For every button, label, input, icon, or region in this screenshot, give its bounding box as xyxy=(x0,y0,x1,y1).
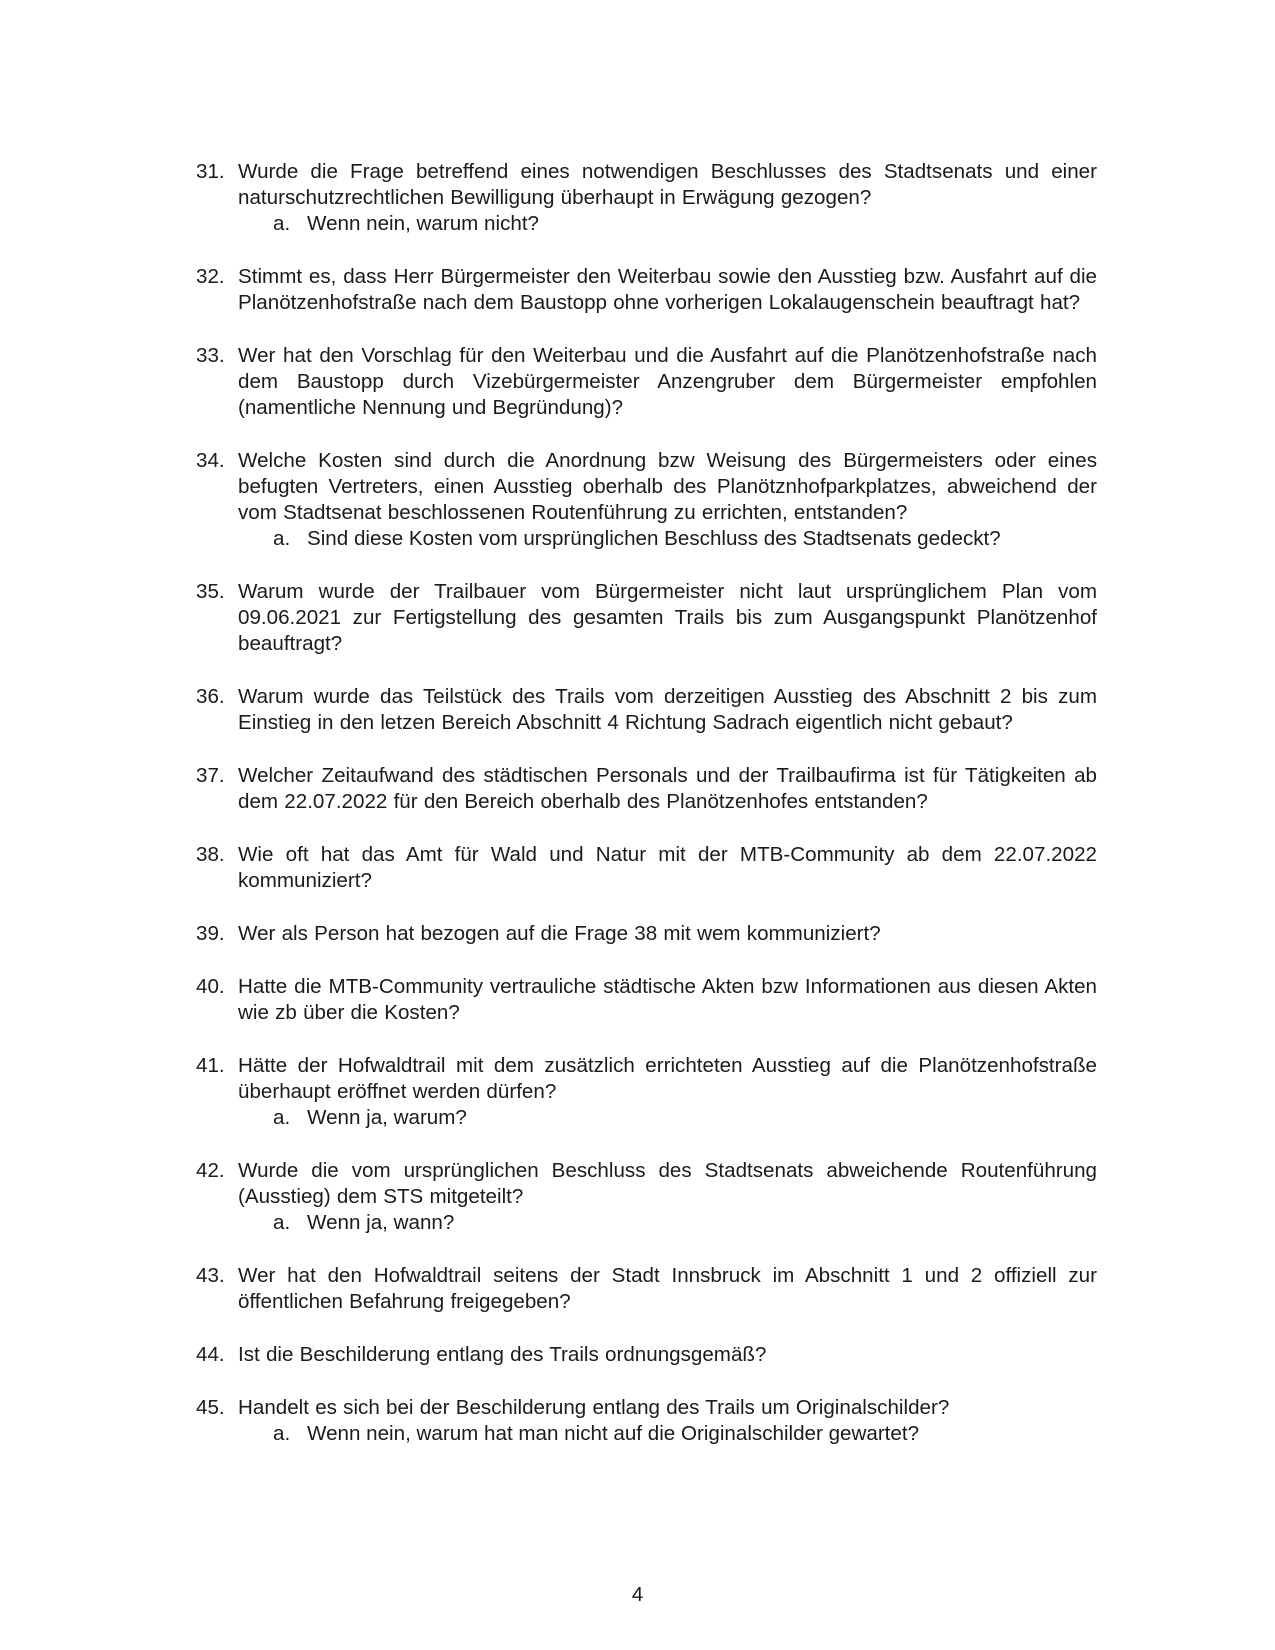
question-text: Wie oft hat das Amt für Wald und Natur mit der MTB-Community ab dem 22.07.2022 kommuniziert? xyxy=(238,843,1097,892)
question-item xyxy=(196,343,1097,421)
question-item xyxy=(196,448,1097,552)
question-number: 44. xyxy=(196,1343,225,1366)
question-text: Welche Kosten sind durch die Anordnung bzw Weisung des Bürgermeisters oder eines befugten Vertreters, einen Ausstieg oberhalb des Planötznhofparkplatzes, abweichend der vom Stadtsenat beschlossenen Routenführung zu errichten, entstanden? xyxy=(238,449,1097,524)
sub-question xyxy=(273,1421,1097,1447)
question-text: Handelt es sich bei der Beschilderung entlang des Trails um Originalschilder? xyxy=(238,1396,950,1419)
question-text: Stimmt es, dass Herr Bürgermeister den Weiterbau sowie den Ausstieg bzw. Ausfahrt auf die Planötzenhofstraße nach dem Baustopp ohne vorherigen Lokalaugenschein beauftragt hat? xyxy=(238,265,1097,314)
question-item xyxy=(196,1053,1097,1131)
sub-question-letter: a. xyxy=(273,1211,291,1234)
question-text: Wer als Person hat bezogen auf die Frage 38 mit wem kommuniziert? xyxy=(238,922,881,945)
sub-question xyxy=(273,1105,1097,1131)
question-text: Warum wurde das Teilstück des Trails vom derzeitigen Ausstieg des Abschnitt 2 bis zum Einstieg in den letzen Bereich Abschnitt 4 Richtung Sadrach eigentlich nicht gebaut? xyxy=(238,685,1097,734)
question-number: 32. xyxy=(196,265,225,288)
question-number: 38. xyxy=(196,843,225,866)
question-number: 43. xyxy=(196,1264,225,1287)
question-text: Wurde die vom ursprünglichen Beschluss des Stadtsenats abweichende Routenführung (Ausstieg) dem STS mitgeteilt? xyxy=(238,1159,1097,1208)
question-text: Welcher Zeitaufwand des städtischen Personals und der Trailbaufirma ist für Tätigkeiten ab dem 22.07.2022 für den Bereich oberhalb des Planötzenhofes entstanden? xyxy=(238,764,1097,813)
question-number: 34. xyxy=(196,449,225,472)
page-number: 4 xyxy=(631,1583,644,1606)
sub-question xyxy=(273,1210,1097,1236)
question-item xyxy=(196,974,1097,1026)
question-number: 41. xyxy=(196,1054,225,1077)
question-number: 42. xyxy=(196,1159,225,1182)
sub-question-letter: a. xyxy=(273,212,291,235)
question-number: 31. xyxy=(196,160,225,183)
question-item xyxy=(196,1158,1097,1236)
question-number: 39. xyxy=(196,922,225,945)
question-item xyxy=(196,1342,1097,1368)
question-number: 33. xyxy=(196,344,225,367)
question-number: 37. xyxy=(196,764,225,787)
question-text: Wer hat den Hofwaldtrail seitens der Stadt Innsbruck im Abschnitt 1 und 2 offiziell zur öffentlichen Befahrung freigegeben? xyxy=(238,1264,1097,1313)
question-item xyxy=(196,842,1097,894)
question-item xyxy=(196,1263,1097,1315)
sub-question-text: Wenn ja, warum? xyxy=(307,1106,467,1129)
sub-question-text: Sind diese Kosten vom ursprünglichen Beschluss des Stadtsenats gedeckt? xyxy=(307,527,1001,550)
question-text: Wer hat den Vorschlag für den Weiterbau und die Ausfahrt auf die Planötzenhofstraße nach dem Baustopp durch Vizebürgermeister Anzengruber dem Bürgermeister empfohlen (namentliche Nennung und Begründung)? xyxy=(238,344,1097,419)
sub-question xyxy=(273,211,1097,237)
question-number: 40. xyxy=(196,975,225,998)
sub-question-text: Wenn nein, warum nicht? xyxy=(307,212,539,235)
question-item xyxy=(196,1395,1097,1447)
sub-question-letter: a. xyxy=(273,527,291,550)
question-text: Hätte der Hofwaldtrail mit dem zusätzlich errichteten Ausstieg auf die Planötzenhofstraße überhaupt eröffnet werden dürfen? xyxy=(238,1054,1097,1103)
sub-question xyxy=(273,526,1097,552)
question-item xyxy=(196,579,1097,657)
question-item xyxy=(196,264,1097,316)
question-item xyxy=(196,159,1097,237)
sub-question-text: Wenn ja, wann? xyxy=(307,1211,455,1234)
question-list xyxy=(196,159,1097,1474)
question-item xyxy=(196,763,1097,815)
question-item xyxy=(196,921,1097,947)
question-number: 45. xyxy=(196,1396,225,1419)
question-number: 35. xyxy=(196,580,225,603)
question-number: 36. xyxy=(196,685,225,708)
question-text: Ist die Beschilderung entlang des Trails ordnungsgemäß? xyxy=(238,1343,767,1366)
sub-question-text: Wenn nein, warum hat man nicht auf die Originalschilder gewartet? xyxy=(307,1422,920,1445)
question-text: Wurde die Frage betreffend eines notwendigen Beschlusses des Stadtsenats und einer naturschutzrechtlichen Bewilligung überhaupt in Erwägung gezogen? xyxy=(238,160,1097,209)
sub-question-letter: a. xyxy=(273,1106,291,1129)
question-text: Hatte die MTB-Community vertrauliche städtische Akten bzw Informationen aus diesen Akten wie zb über die Kosten? xyxy=(238,975,1097,1024)
question-item xyxy=(196,684,1097,736)
question-text: Warum wurde der Trailbauer vom Bürgermeister nicht laut ursprünglichem Plan vom 09.06.2021 zur Fertigstellung des gesamten Trails bis zum Ausgangspunkt Planötzenhof beauftragt? xyxy=(238,580,1097,655)
sub-question-letter: a. xyxy=(273,1422,291,1445)
